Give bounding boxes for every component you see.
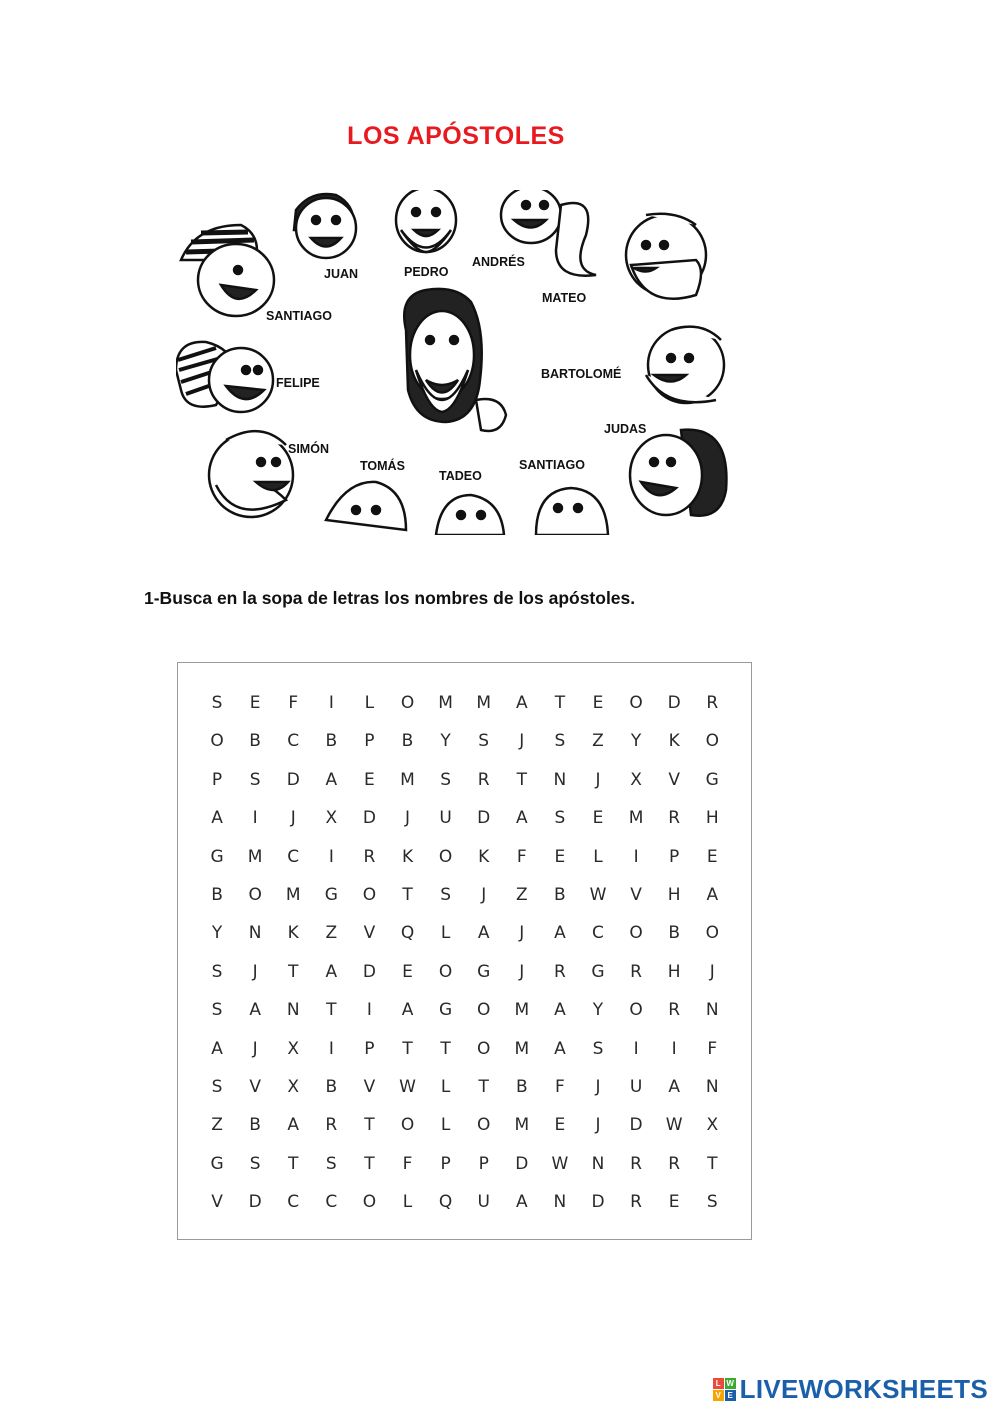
grid-letter[interactable]: B	[325, 1076, 338, 1097]
grid-letter[interactable]: C	[287, 1192, 300, 1213]
grid-letter[interactable]: O	[629, 693, 643, 713]
grid-letter[interactable]: T	[402, 1038, 413, 1059]
grid-letter[interactable]: R	[630, 961, 642, 982]
grid-letter[interactable]: Z	[211, 1115, 223, 1136]
grid-letter[interactable]: G	[477, 961, 491, 982]
grid-letter[interactable]: M	[438, 693, 453, 713]
grid-letter[interactable]: S	[211, 693, 223, 713]
grid-letter[interactable]: N	[286, 1000, 300, 1021]
grid-letter[interactable]: S	[440, 769, 451, 790]
grid-letter[interactable]: L	[440, 1076, 451, 1097]
grid-letter[interactable]: L	[593, 846, 603, 867]
label-judas: JUDAS	[604, 422, 647, 436]
grid-letter[interactable]: L	[440, 1115, 451, 1136]
mateo-face-icon	[626, 214, 706, 299]
felipe-face-icon	[176, 342, 273, 412]
grid-letter[interactable]: R	[668, 1153, 681, 1174]
grid-letter[interactable]: C	[287, 846, 300, 867]
grid-letter[interactable]: X	[630, 769, 642, 790]
grid-letter[interactable]: O	[248, 884, 262, 905]
grid-letter[interactable]: U	[439, 808, 452, 829]
grid-letter[interactable]: S	[592, 1038, 604, 1059]
grid-letter[interactable]: P	[364, 731, 375, 752]
grid-letter[interactable]: A	[554, 1038, 566, 1059]
grid-letter[interactable]: B	[325, 731, 338, 752]
grid-letter[interactable]: N	[248, 923, 262, 944]
grid-letter[interactable]: E	[668, 1192, 680, 1213]
grid-letter[interactable]: A	[477, 923, 490, 944]
grid-letter[interactable]: R	[363, 846, 376, 867]
grid-letter[interactable]: O	[400, 1115, 415, 1136]
grid-letter[interactable]: R	[477, 769, 490, 790]
grid-letter[interactable]: F	[707, 1038, 718, 1059]
grid-letter[interactable]: V	[630, 884, 642, 905]
grid-letter[interactable]: B	[554, 884, 566, 905]
grid-letter[interactable]: D	[629, 1115, 643, 1136]
grid-letter[interactable]: B	[401, 731, 414, 752]
grid-letter[interactable]: D	[286, 769, 300, 790]
liveworksheets-logo-icon	[713, 1378, 736, 1401]
grid-letter[interactable]: V	[363, 1076, 376, 1097]
grid-letter[interactable]: I	[366, 1000, 372, 1021]
grid-letter[interactable]: E	[554, 846, 566, 867]
grid-letter[interactable]: G	[324, 884, 338, 905]
grid-letter[interactable]: D	[667, 693, 681, 713]
grid-letter[interactable]: A	[668, 1076, 680, 1097]
grid-letter[interactable]: G	[210, 846, 224, 867]
grid-letter[interactable]: N	[553, 1192, 567, 1213]
grid-letter[interactable]: K	[401, 846, 414, 867]
grid-letter[interactable]: M	[247, 846, 263, 867]
grid-letter[interactable]: H	[667, 961, 681, 982]
grid-letter[interactable]: I	[252, 808, 258, 829]
grid-letter[interactable]: M	[400, 769, 415, 790]
label-santiago-2: SANTIAGO	[519, 458, 585, 472]
grid-letter[interactable]: T	[402, 884, 413, 905]
grid-letter[interactable]: G	[591, 961, 605, 982]
logo-tile: L	[713, 1378, 724, 1389]
grid-letter[interactable]: S	[554, 731, 566, 752]
grid-letter[interactable]: Q	[438, 1192, 453, 1213]
label-mateo: MATEO	[542, 291, 587, 305]
apostles-illustration	[176, 190, 742, 535]
grid-letter[interactable]: P	[669, 846, 680, 867]
grid-letter[interactable]: O	[400, 693, 415, 713]
jesus-face-icon	[404, 289, 506, 431]
grid-letter[interactable]: J	[595, 1115, 601, 1136]
grid-letter[interactable]: R	[668, 808, 681, 829]
grid-letter[interactable]: G	[705, 769, 719, 790]
grid-letter[interactable]: Z	[325, 923, 338, 944]
grid-letter[interactable]: S	[706, 1192, 718, 1213]
grid-letter[interactable]: H	[667, 884, 681, 905]
tomas-face-icon	[326, 482, 406, 530]
grid-letter[interactable]: R	[668, 1000, 681, 1021]
grid-letter[interactable]: W	[399, 1076, 416, 1097]
grid-letter[interactable]: J	[405, 808, 411, 829]
label-tomas: TOMÁS	[360, 459, 405, 473]
label-andres: ANDRÉS	[472, 255, 525, 269]
grid-letter[interactable]: J	[290, 808, 296, 829]
grid-letter[interactable]: O	[705, 731, 719, 752]
grid-letter[interactable]: G	[210, 1153, 224, 1174]
grid-letter[interactable]: J	[252, 1038, 258, 1059]
grid-letter[interactable]: T	[364, 1153, 375, 1174]
grid-letter[interactable]: Z	[592, 731, 604, 752]
grid-letter[interactable]: E	[402, 961, 413, 982]
grid-letter[interactable]: O	[477, 1115, 491, 1136]
logo-tile: W	[726, 1379, 734, 1388]
grid-letter[interactable]: V	[363, 923, 376, 944]
grid-letter[interactable]: J	[709, 961, 715, 982]
grid-letter[interactable]: S	[440, 884, 451, 905]
grid-letter[interactable]: S	[211, 1076, 223, 1097]
grid-letter[interactable]: A	[515, 1192, 528, 1213]
grid-letter[interactable]: P	[364, 1038, 375, 1059]
grid-letter[interactable]: Z	[515, 884, 528, 905]
grid-letter[interactable]: M	[476, 693, 492, 713]
label-santiago: SANTIAGO	[266, 309, 332, 323]
grid-letter[interactable]: S	[249, 1153, 261, 1174]
grid-letter[interactable]: E	[706, 846, 718, 867]
grid-letter[interactable]: Y	[211, 923, 223, 944]
grid-letter[interactable]: C	[287, 731, 300, 752]
grid-letter[interactable]: O	[629, 1000, 643, 1021]
judas-face-icon	[630, 430, 726, 516]
grid-letter[interactable]: S	[211, 961, 223, 982]
grid-letter[interactable]: I	[633, 846, 639, 867]
grid-letter[interactable]: B	[249, 1115, 261, 1136]
santiago-face-icon	[536, 488, 608, 535]
grid-letter[interactable]: A	[554, 923, 566, 944]
grid-letter[interactable]: Y	[630, 731, 642, 752]
bartolome-face-icon	[646, 327, 724, 403]
label-juan: JUAN	[324, 267, 359, 281]
grid-letter[interactable]: F	[516, 846, 527, 867]
label-bartolome: BARTOLOMÉ	[541, 367, 622, 381]
brand-name: LIVEWORKSHEETS	[739, 1374, 988, 1404]
grid-letter[interactable]: P	[440, 1153, 451, 1174]
grid-letter[interactable]: O	[362, 1192, 377, 1213]
simon-face-icon	[209, 431, 293, 517]
grid-letter[interactable]: M	[628, 808, 644, 829]
grid-letter[interactable]: J	[595, 769, 601, 790]
grid-letter[interactable]: O	[210, 731, 224, 752]
tadeo-face-icon	[436, 495, 504, 535]
grid-letter[interactable]: B	[668, 923, 680, 944]
grid-letter[interactable]: W	[589, 884, 607, 905]
grid-letter[interactable]: B	[249, 731, 261, 752]
grid-letter[interactable]: W	[665, 1115, 683, 1136]
grid-letter[interactable]: B	[515, 1076, 528, 1097]
grid-letter[interactable]: A	[325, 769, 338, 790]
grid-letter[interactable]: J	[519, 731, 525, 752]
grid-letter[interactable]: X	[325, 808, 338, 829]
grid-letter[interactable]: S	[554, 808, 566, 829]
grid-letter[interactable]: I	[328, 846, 334, 867]
grid-letter[interactable]: R	[553, 961, 566, 982]
grid-letter[interactable]: E	[249, 693, 261, 713]
grid-letter[interactable]: N	[553, 769, 567, 790]
grid-letter[interactable]: O	[438, 961, 453, 982]
grid-letter[interactable]: C	[325, 1192, 338, 1213]
grid-letter[interactable]: J	[595, 1076, 601, 1097]
grid-letter[interactable]: T	[516, 769, 527, 790]
grid-letter[interactable]: Y	[592, 1000, 604, 1021]
grid-letter[interactable]: F	[402, 1153, 413, 1174]
grid-letter[interactable]: L	[440, 923, 451, 944]
grid-letter[interactable]: M	[285, 884, 301, 905]
grid-letter[interactable]: J	[519, 961, 525, 982]
grid-letter[interactable]: A	[325, 961, 338, 982]
grid-letter[interactable]: J	[519, 923, 525, 944]
grid-letter[interactable]: F	[555, 1076, 565, 1097]
grid-letter[interactable]: A	[211, 808, 223, 829]
grid-letter[interactable]: D	[477, 808, 491, 829]
grid-letter[interactable]: E	[554, 1115, 566, 1136]
grid-letter[interactable]: S	[211, 1000, 223, 1021]
grid-letter[interactable]: W	[551, 1153, 569, 1174]
grid-letter[interactable]: A	[401, 1000, 414, 1021]
grid-letter[interactable]: N	[705, 1076, 719, 1097]
grid-letter[interactable]: R	[630, 1153, 642, 1174]
grid-letter[interactable]: U	[629, 1076, 643, 1097]
grid-letter[interactable]: C	[592, 923, 604, 944]
logo-tile: V	[713, 1390, 724, 1401]
grid-letter[interactable]: T	[288, 1153, 299, 1174]
grid-letter[interactable]: D	[248, 1192, 262, 1213]
grid-letter[interactable]: X	[287, 1076, 300, 1097]
grid-letter[interactable]: T	[288, 961, 299, 982]
grid-letter[interactable]: B	[211, 884, 223, 905]
word-search-box	[177, 662, 752, 1240]
grid-letter[interactable]: I	[328, 693, 334, 713]
grid-letter[interactable]: E	[592, 808, 604, 829]
grid-letter[interactable]: T	[554, 693, 566, 713]
grid-letter[interactable]: O	[438, 846, 453, 867]
grid-letter[interactable]: N	[705, 1000, 719, 1021]
grid-letter[interactable]: M	[514, 1000, 530, 1021]
label-felipe: FELIPE	[276, 376, 320, 390]
grid-letter[interactable]: S	[325, 1153, 337, 1174]
logo-tile: E	[725, 1390, 736, 1401]
grid-letter[interactable]: A	[515, 808, 528, 829]
grid-letter[interactable]: R	[706, 693, 719, 713]
grid-letter[interactable]: H	[705, 808, 719, 829]
grid-letter[interactable]: T	[440, 1038, 451, 1059]
page-title: LOS APÓSTOLES	[347, 122, 565, 150]
grid-letter[interactable]: O	[477, 1000, 491, 1021]
grid-letter[interactable]: A	[515, 693, 528, 713]
grid-letter[interactable]: R	[630, 1192, 642, 1213]
grid-letter[interactable]: F	[288, 693, 299, 713]
grid-letter[interactable]: O	[705, 923, 719, 944]
grid-letter[interactable]: U	[477, 1192, 490, 1213]
grid-letter[interactable]: D	[515, 1153, 529, 1174]
instruction-text: 1-Busca en la sopa de letras los nombres de los apóstoles.	[144, 588, 636, 608]
grid-letter[interactable]: O	[477, 1038, 491, 1059]
label-pedro: PEDRO	[404, 265, 449, 279]
santiago-face-icon	[181, 225, 274, 316]
grid-letter[interactable]: O	[362, 884, 377, 905]
grid-letter[interactable]: J	[481, 884, 487, 905]
grid-letter[interactable]: A	[706, 884, 719, 905]
label-tadeo: TADEO	[439, 469, 482, 483]
grid-letter[interactable]: V	[249, 1076, 261, 1097]
grid-letter[interactable]: I	[671, 1038, 677, 1059]
grid-letter[interactable]: O	[629, 923, 643, 944]
grid-letter[interactable]: V	[211, 1192, 223, 1213]
grid-letter[interactable]: X	[706, 1115, 719, 1136]
grid-letter[interactable]: T	[364, 1115, 375, 1136]
grid-letter[interactable]: E	[364, 769, 375, 790]
grid-letter[interactable]: M	[514, 1115, 530, 1136]
grid-letter[interactable]: P	[211, 769, 223, 790]
grid-letter[interactable]: P	[478, 1153, 489, 1174]
grid-letter[interactable]: E	[592, 693, 604, 713]
grid-letter[interactable]: I	[633, 1038, 639, 1059]
grid-letter[interactable]: I	[328, 1038, 334, 1059]
grid-letter[interactable]: T	[326, 1000, 337, 1021]
juan-face-icon	[294, 194, 356, 258]
grid-letter[interactable]: K	[478, 846, 490, 867]
grid-letter[interactable]: J	[252, 961, 258, 982]
grid-letter[interactable]: S	[249, 769, 261, 790]
pedro-face-icon	[396, 190, 456, 252]
grid-letter[interactable]: L	[402, 1192, 413, 1213]
grid-letter[interactable]: Y	[440, 731, 451, 752]
grid-letter[interactable]: N	[591, 1153, 605, 1174]
grid-letter[interactable]: D	[362, 808, 376, 829]
grid-letter[interactable]: L	[364, 693, 375, 713]
grid-letter[interactable]: T	[707, 1153, 718, 1174]
liveworksheets-brand	[713, 1374, 988, 1405]
grid-letter[interactable]: G	[439, 1000, 453, 1021]
grid-letter[interactable]: X	[287, 1038, 300, 1059]
grid-letter[interactable]: S	[478, 731, 490, 752]
word-search-grid	[198, 684, 731, 1221]
grid-letter[interactable]: A	[249, 1000, 261, 1021]
grid-letter[interactable]: V	[668, 769, 680, 790]
grid-letter[interactable]: D	[591, 1192, 605, 1213]
label-simon: SIMÓN	[288, 442, 329, 456]
grid-letter[interactable]: K	[668, 731, 680, 752]
grid-letter[interactable]: D	[362, 961, 376, 982]
grid-letter[interactable]: A	[554, 1000, 566, 1021]
grid-letter[interactable]: T	[478, 1076, 489, 1097]
grid-letter[interactable]: R	[325, 1115, 338, 1136]
grid-letter[interactable]: K	[287, 923, 299, 944]
grid-letter[interactable]: A	[287, 1115, 300, 1136]
grid-letter[interactable]: A	[211, 1038, 223, 1059]
grid-letter[interactable]: M	[514, 1038, 530, 1059]
grid-letter[interactable]: Q	[400, 923, 415, 944]
